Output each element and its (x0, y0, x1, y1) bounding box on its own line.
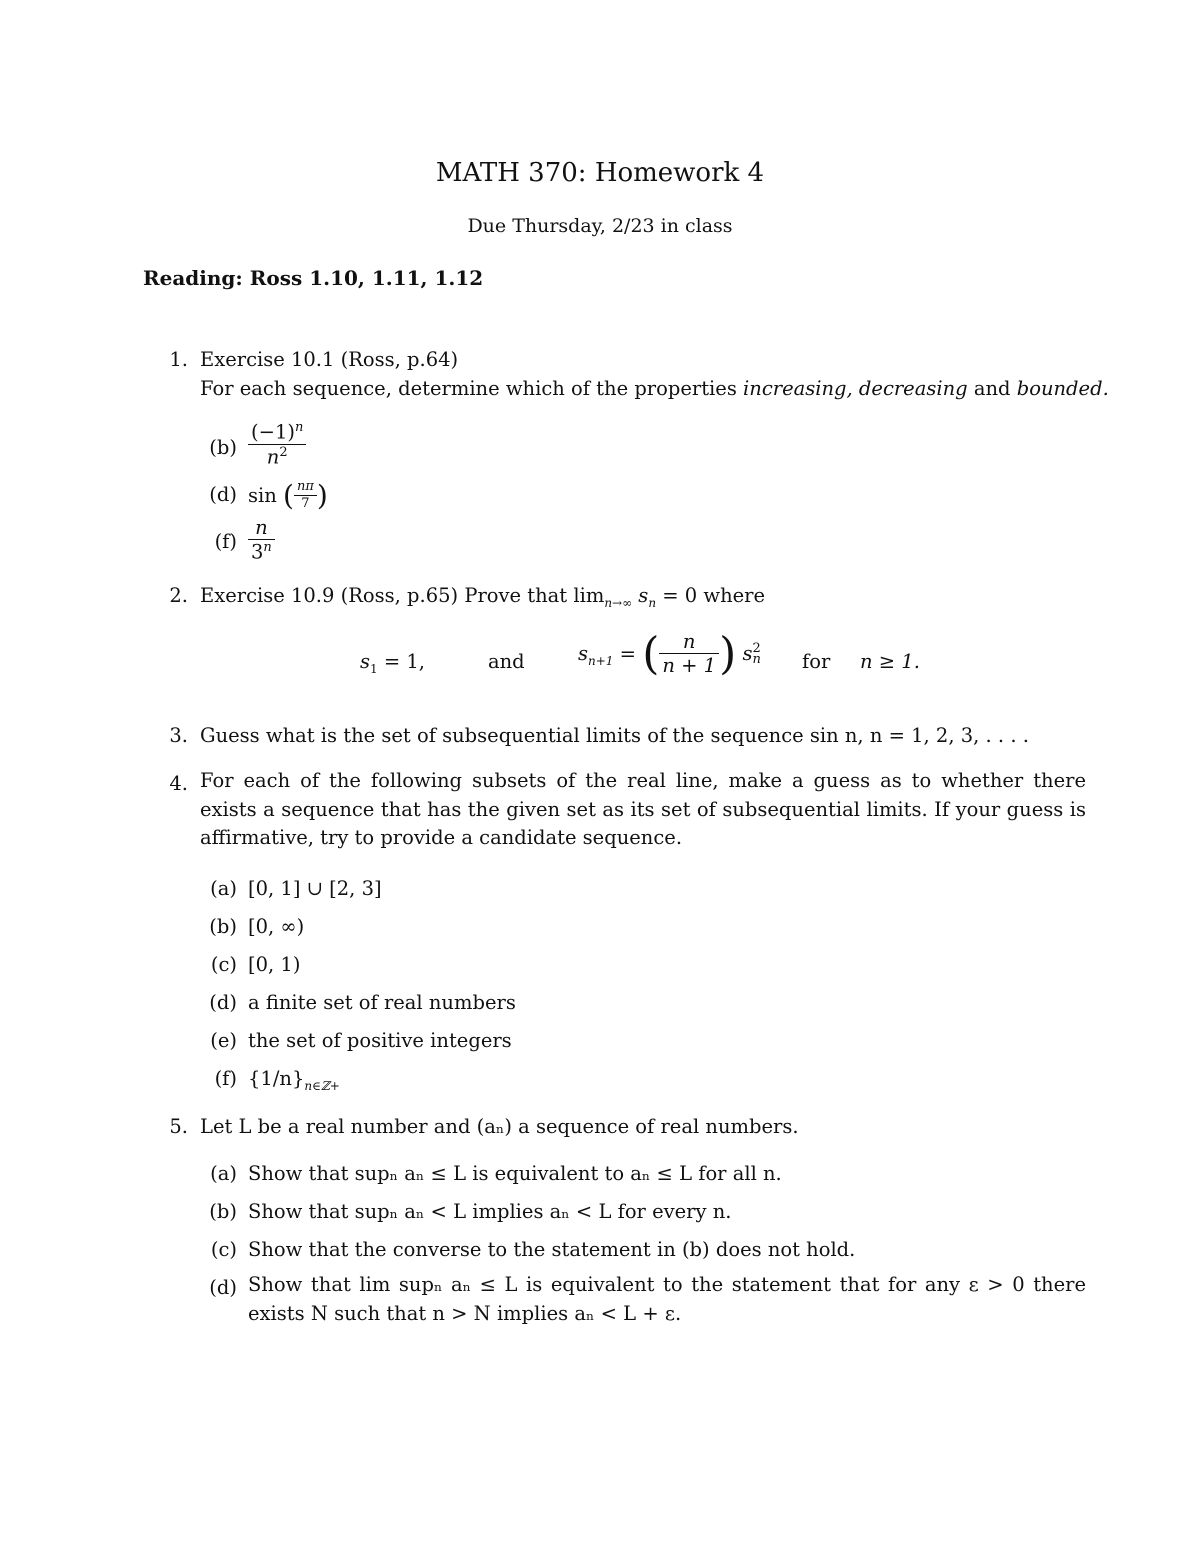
problem-1-number: 1. (169, 348, 188, 371)
problem-1-f-label: (f) (214, 530, 237, 553)
problem-1-instructions: For each sequence, determine which of the properties increasing, decreasing and bounded. (200, 377, 1109, 400)
problem-4-e-label: (e) (210, 1029, 237, 1052)
recurrence-for: for (802, 650, 831, 673)
problem-5-b-label: (b) (209, 1200, 237, 1223)
problem-4-f-label: (f) (214, 1067, 237, 1090)
problem-5-c-label: (c) (210, 1238, 237, 1261)
problem-5-a-text: Show that supₙ aₙ ≤ L is equivalent to aₙ ≤ L for all n. (248, 1162, 782, 1185)
problem-4-number: 4. (169, 772, 188, 795)
page-title: MATH 370: Homework 4 (435, 158, 765, 188)
problem-3-statement: Guess what is the set of subsequential limits of the sequence sin n, n = 1, 2, 3, . . . . (200, 724, 1029, 747)
problem-4-d-text: a finite set of real numbers (248, 991, 516, 1014)
problem-5-d-label: (d) (209, 1276, 237, 1299)
problem-4-c-label: (c) (210, 953, 237, 976)
recurrence-formula: $s_{n+1}$ = ( $\frac{n}{n + 1}$ ) s 2 n (578, 628, 761, 680)
problem-4-a-text: [0, 1] ∪ [2, 3] (248, 877, 382, 900)
problem-5-c-text: Show that the converse to the statement in (b) does not hold. (248, 1238, 856, 1261)
problem-2-statement: Exercise 10.9 (Ross, p.65) Prove that $\lim_{n\to\infty} s_n = 0$ where (200, 584, 766, 610)
problem-2-number: 2. (169, 584, 188, 607)
problem-5-b-text: Show that supₙ aₙ < L implies aₙ < L for every n. (248, 1200, 732, 1223)
problem-1-d-expression: sin ( $\frac{n\pi}{7}$ ) (248, 478, 328, 512)
problem-4-c-text: [0, 1) (248, 953, 301, 976)
problem-5-d-text: Show that lim supₙ aₙ ≤ L is equivalent to the statement that for any ε > 0 there exists N such that n > N implies aₙ < L + ε. (248, 1273, 1086, 1325)
problem-1-heading: Exercise 10.1 (Ross, p.64) (200, 348, 459, 371)
problem-5-number: 5. (169, 1115, 188, 1138)
due-date: Due Thursday, 2/23 in class (467, 215, 733, 237)
problem-3-number: 3. (169, 724, 188, 747)
problem-5-statement: Let L be a real number and (aₙ) a sequence of real numbers. (200, 1115, 799, 1138)
recurrence-condition: n ≥ 1. (860, 650, 920, 673)
problem-4-a-label: (a) (210, 877, 237, 900)
problem-1-b-label: (b) (209, 436, 237, 459)
reading-assignment: Reading: Ross 1.10, 1.11, 1.12 (143, 266, 484, 290)
problem-4-d-label: (d) (209, 991, 237, 1014)
problem-4-e-text: the set of positive integers (248, 1029, 512, 1052)
problem-4-b-label: (b) (209, 915, 237, 938)
problem-5-a-label: (a) (210, 1162, 237, 1185)
problem-1-d-label: (d) (209, 483, 237, 506)
problem-1-b-expression: $\frac{(-1)^n}{n^2}$ (248, 421, 306, 469)
recurrence-and: and (488, 650, 525, 673)
problem-4-b-text: [0, ∞) (248, 915, 305, 938)
problem-1-f-expression: $\frac{n}{3^n}$ (248, 517, 275, 564)
recurrence-initial: $s_1 = 1$, (360, 650, 425, 676)
problem-4-f-text: $\{1/n\}_{n\in ℤ+}$ (248, 1067, 340, 1093)
problem-4-statement: For each of the following subsets of the real line, make a guess as to whether there exists a sequence that has the given set as its set of subsequential limits. If your guess is affirmative, try to provide a candidate sequence. (200, 769, 1086, 849)
